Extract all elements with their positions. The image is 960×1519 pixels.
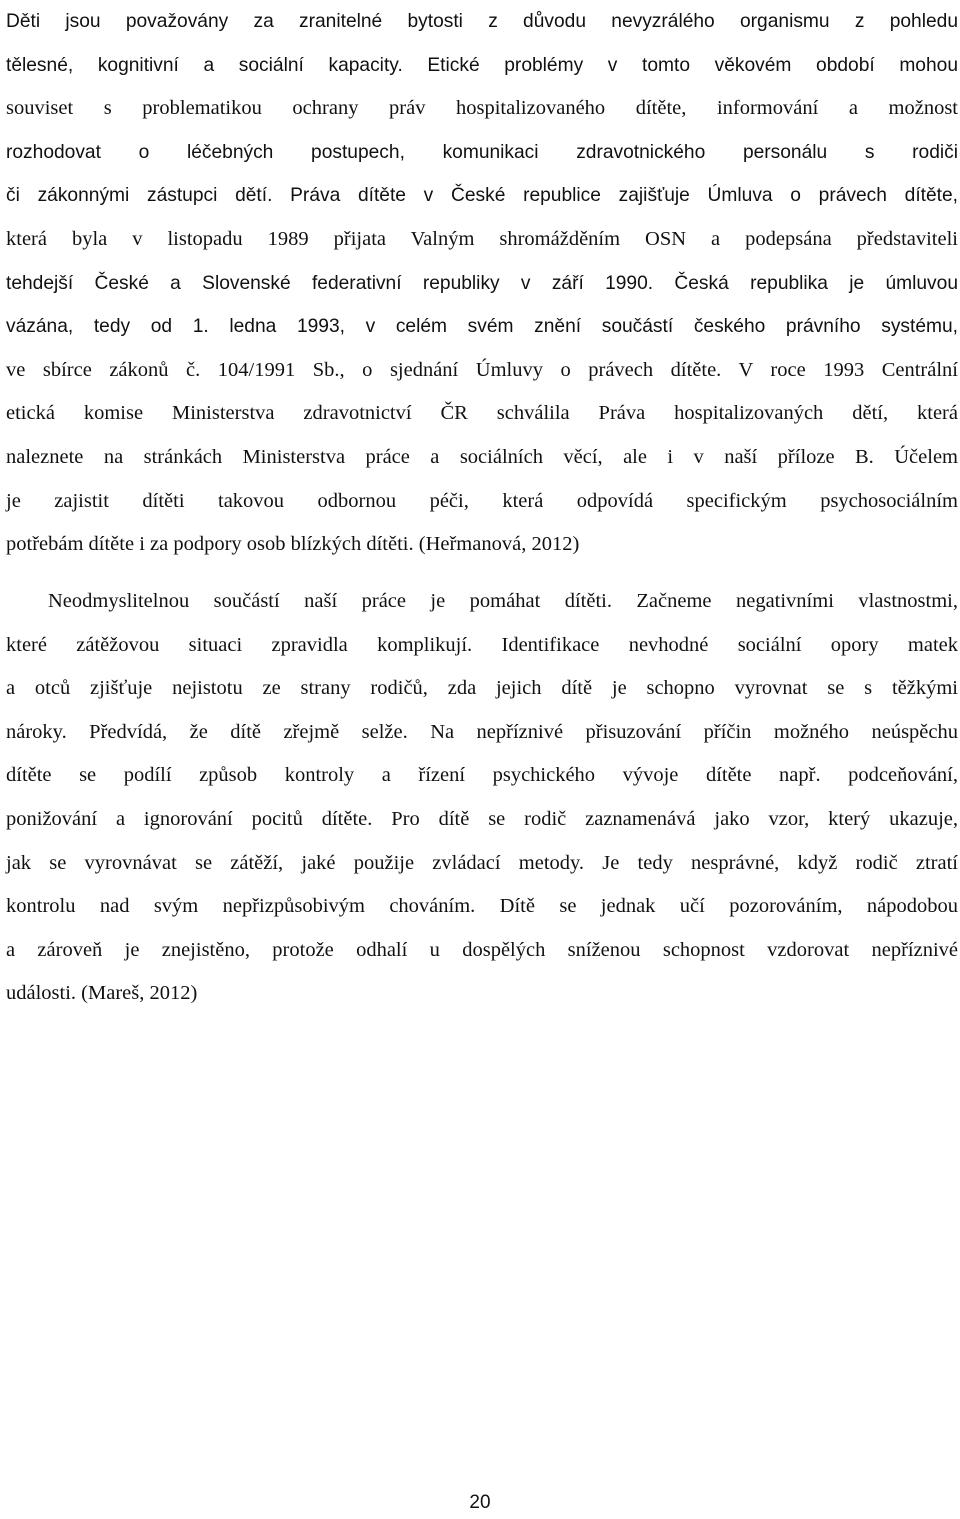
text-line: tělesné, kognitivní a sociální kapacity. Etické problémy v tomto věkovém období mohou xyxy=(6,54,958,76)
paragraph-1 xyxy=(6,0,958,567)
text-line: kontrolu nad svým nepřizpůsobivým chováním. Dítě se jednak učí pozorováním, nápodobou xyxy=(6,895,958,918)
text-line: Neodmyslitelnou součástí naší práce je pomáhat dítěti. Začneme negativními vlastnostmi, xyxy=(48,590,958,612)
text-line: ve sbírce zákonů č. 104/1991 Sb., o sjednání Úmluvy o právech dítěte. V roce 1993 Centrální xyxy=(6,358,958,381)
page-number: 20 xyxy=(469,1492,491,1513)
text-line: je zajistit dítěti takovou odbornou péči, která odpovídá specifickým psychosociálním xyxy=(6,489,958,512)
text-line: potřebám dítěte i za podpory osob blízkých dítěti. (Heřmanová, 2012) xyxy=(6,533,580,556)
text-line: které zátěžovou situaci zpravidla komplikují. Identifikace nevhodné sociální opory matek xyxy=(6,633,958,656)
text-line: naleznete na stránkách Ministerstva práce a sociálních věcí, ale i v naší příloze B. Účelem xyxy=(6,445,958,468)
text-line: Děti jsou považovány za zranitelné bytosti z důvodu nevyzrálého organismu z pohledu xyxy=(6,11,958,32)
text-line: a zároveň je znejistěno, protože odhalí u dospělých sníženou schopnost vzdorovat nepříznivé xyxy=(6,938,958,961)
text-line: jak se vyrovnávat se zátěží, jaké použije zvládací metody. Je tedy nesprávné, když rodič ztratí xyxy=(6,851,958,874)
text-line: která byla v listopadu 1989 přijata Valným shromážděním OSN a podepsána představiteli xyxy=(6,227,958,250)
text-line: události. (Mareš, 2012) xyxy=(6,982,198,1005)
text-line: ponižování a ignorování pocitů dítěte. Pro dítě se rodič zaznamenává jako vzor, který ukazuje, xyxy=(6,807,958,830)
text-line: etická komise Ministerstva zdravotnictví ČR schválila Práva hospitalizovaných dětí, která xyxy=(6,402,958,425)
text-line: či zákonnými zástupci dětí. Práva dítěte v České republice zajišťuje Úmluva o právech dítěte, xyxy=(6,185,958,207)
paragraph-2 xyxy=(6,580,958,1016)
text-line: a otců zjišťuje nejistotu ze strany rodičů, zda jejich dítě je schopno vyrovnat se s těžkými xyxy=(6,677,958,700)
text-line: dítěte se podílí způsob kontroly a řízení psychického vývoje dítěte např. podceňování, xyxy=(6,764,958,787)
text-line: tehdejší České a Slovenské federativní republiky v září 1990. Česká republika je úmluvou xyxy=(6,272,958,294)
text-line: nároky. Předvídá, že dítě zřejmě selže. Na nepříznivé přisuzování příčin možného neúspěchu xyxy=(6,720,958,743)
text-line: souviset s problematikou ochrany práv hospitalizovaného dítěte, informování a možnost xyxy=(6,97,958,120)
text-line: vázána, tedy od 1. ledna 1993, v celém svém znění součástí českého právního systému, xyxy=(6,316,958,338)
text-line: rozhodovat o léčebných postupech, komunikaci zdravotnického personálu s rodiči xyxy=(6,141,958,163)
